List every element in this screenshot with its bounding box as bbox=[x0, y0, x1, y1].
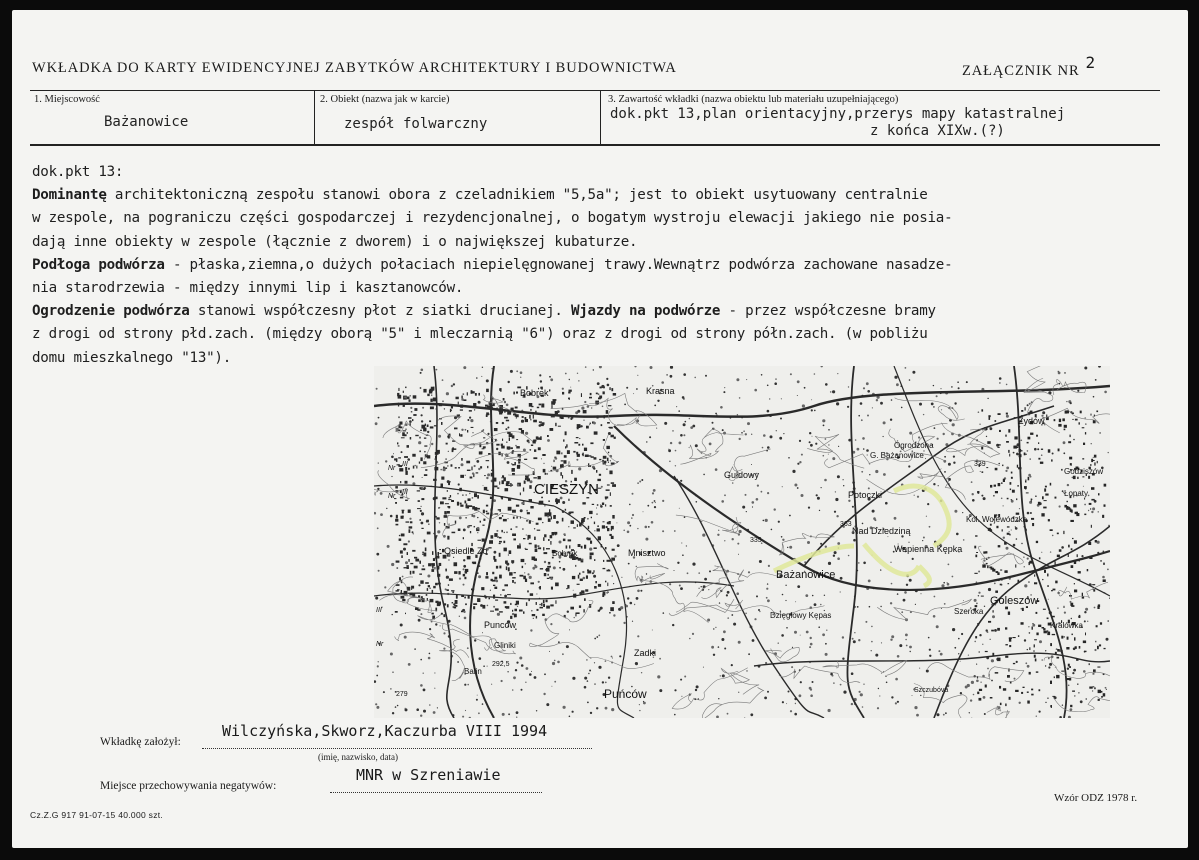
content-value-line1: dok.pkt 13,plan orientacyjny,przerys mapy katastralnej bbox=[610, 106, 1066, 122]
text-line: dok.pkt 13: bbox=[32, 164, 124, 180]
map-label: Bobrek bbox=[520, 388, 549, 398]
map-label: Wapienna Kępka bbox=[894, 544, 963, 554]
founded-hint: (imię, nazwisko, data) bbox=[318, 752, 398, 762]
text-span: - przez współczesne bramy bbox=[720, 303, 936, 320]
print-code: Cz.Z.G 917 91-07-15 40.000 szt. bbox=[30, 810, 164, 820]
map-label: 279 bbox=[396, 691, 408, 698]
negatives-value: MNR w Szreniawie bbox=[356, 766, 501, 784]
map-label: Balin bbox=[464, 667, 482, 676]
object-value: zespół folwarczny bbox=[344, 116, 488, 132]
map-label: III bbox=[402, 489, 408, 496]
map-label: Krasna bbox=[646, 386, 675, 396]
text-line: dają inne obiekty w zespole (łącznie z dworem) i o największej kubaturze. bbox=[32, 233, 638, 250]
map-label: Zadki bbox=[634, 648, 657, 658]
field-divider-1 bbox=[314, 90, 315, 144]
text-line bbox=[32, 184, 1172, 207]
map-label: III bbox=[402, 461, 408, 468]
map-label: Kralówka bbox=[1050, 621, 1083, 630]
place-value: Bażanowice bbox=[104, 114, 189, 130]
map-label: 335 bbox=[750, 537, 762, 544]
map-label: 339 bbox=[974, 461, 986, 468]
founded-value: Wilczyńska,Skworz,Kaczurba VIII 1994 bbox=[222, 722, 548, 740]
form-reference: Wzór ODZ 1978 r. bbox=[1054, 792, 1138, 804]
founded-label: Wkładkę założył: bbox=[100, 736, 181, 748]
attachment-number bbox=[962, 53, 1097, 80]
place-label: 1. Miejscowość bbox=[34, 94, 100, 105]
text-line: nia starodrzewia - między innymi lip i kasztanowców. bbox=[32, 280, 464, 297]
map-label: Nr bbox=[376, 641, 384, 648]
content-value-line2: z końca XIXw.(?) bbox=[870, 123, 1005, 139]
map-label-bazanowice: Bażanowice bbox=[776, 569, 836, 581]
bold-term: Dominantę bbox=[32, 187, 107, 204]
text-span: - płaska,ziemna,o dużych połaciach niepielęgnowanej trawy.Wewnątrz podwórza zachowane nasadze- bbox=[164, 256, 953, 273]
map-label: Kol. Wojewódzka bbox=[966, 515, 1028, 524]
description-text bbox=[32, 161, 1172, 370]
founded-dotline bbox=[202, 748, 592, 749]
map-label: Gułdowy bbox=[724, 470, 760, 480]
document-sheet bbox=[12, 10, 1188, 848]
map-label: Ogrodzona bbox=[894, 441, 934, 450]
object-label: 2. Obiekt (nazwa jak w karcie) bbox=[320, 94, 450, 105]
map-label: Godziszów bbox=[1064, 467, 1104, 476]
map-label: Nad Dziedziną bbox=[852, 526, 911, 536]
bold-term: Wjazdy na podwórze bbox=[570, 303, 721, 320]
content-label: 3. Zawartość wkładki (nazwa obiektu lub materiału uzupełniającego) bbox=[608, 94, 899, 105]
field-divider-2 bbox=[600, 90, 601, 144]
map-label: Mnisztwo bbox=[628, 548, 666, 558]
text-span: architektoniczną zespołu stanowi obora z czeladnikiem "5,5a"; jest to obiekt usytuowany centralnie bbox=[106, 187, 928, 204]
header-bottom-rule bbox=[30, 144, 1160, 146]
map-label: G. Bażanowice bbox=[870, 451, 924, 460]
form-title: WKŁADKA DO KARTY EWIDENCYJNEJ ZABYTKÓW ARCHITEKTURY I BUDOWNICTWA bbox=[32, 60, 677, 76]
attachment-number-value: 2 bbox=[1085, 53, 1097, 72]
negatives-label: Miejsce przechowywania negatywów: bbox=[100, 780, 277, 792]
map-label: 292,5 bbox=[492, 661, 510, 668]
text-line: w zespole, na pograniczu części gospodarczej i rezydencjonalnej, o bogatym wystroju elewacji jakiego nie posia- bbox=[32, 210, 953, 227]
map-label-cieszyn: CIESZYN bbox=[534, 481, 600, 498]
map-label: Punców bbox=[484, 620, 517, 630]
bold-term: Podłoga podwórza bbox=[32, 256, 165, 273]
map-label: Łopaty bbox=[1064, 489, 1089, 498]
map-label: Bobrek bbox=[552, 549, 578, 558]
map-label: Szczubóva bbox=[914, 687, 949, 694]
attachment-label: ZAŁĄCZNIK NR bbox=[962, 63, 1080, 79]
map-label: Gliniki bbox=[494, 641, 516, 650]
map-label: Osiedle Zo bbox=[444, 546, 488, 556]
map-label: 363 bbox=[840, 521, 852, 528]
text-line bbox=[32, 300, 1172, 323]
header-top-rule bbox=[30, 90, 1160, 91]
text-line: z drogi od strony płd.zach. (między oborą "5" i mleczarnią "6") oraz z drogi od strony półn.zach. (w pobliżu bbox=[32, 326, 928, 343]
negatives-dotline bbox=[330, 792, 542, 793]
text-line: domu mieszkalnego "13"). bbox=[32, 349, 231, 366]
map-label: Puńców bbox=[604, 687, 647, 701]
map-label: III bbox=[376, 607, 382, 614]
map-label: Potoczki bbox=[848, 490, 883, 500]
text-span: stanowi współczesny płot z siatki drucianej. bbox=[189, 303, 571, 320]
bold-term: Ogrodzenie podwórza bbox=[32, 303, 190, 320]
text-line bbox=[32, 254, 1172, 277]
map-label: Nr bbox=[388, 465, 396, 472]
content-value bbox=[610, 106, 1160, 140]
map-label: Goleszów bbox=[990, 595, 1039, 607]
map-label: Szeroka bbox=[954, 607, 984, 616]
orientation-map bbox=[374, 366, 1110, 718]
map-label: Dzięgłowy Kępas bbox=[770, 611, 832, 620]
map-label: Nr bbox=[388, 493, 396, 500]
map-label: Żydów bbox=[1018, 416, 1045, 426]
